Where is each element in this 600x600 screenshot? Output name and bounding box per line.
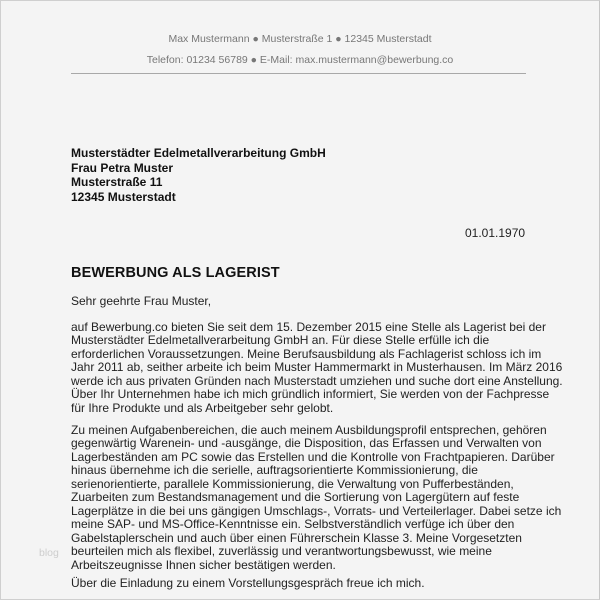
body-paragraph-1 xyxy=(71,320,563,415)
text-line: Jahr 2011 ab, seither arbeite ich beim Muster Hammermarkt in Musterhausen. Im März 2016 xyxy=(71,360,563,375)
text-line: Über Ihr Unternehmen habe ich mich gründlich informiert, Sie werden von der Fachpresse xyxy=(71,387,550,402)
sender-name-address: Max Mustermann ● Musterstraße 1 ● 12345 Musterstadt xyxy=(168,33,432,45)
letter-date: 01.01.1970 xyxy=(465,226,526,240)
salutation: Sehr geehrte Frau Muster, xyxy=(71,294,212,308)
recipient-city: 12345 Musterstadt xyxy=(71,189,176,204)
sender-contact: Telefon: 01234 56789 ● E-Mail: max.mustermann@bewerbung.co xyxy=(146,54,454,66)
text-line: hinaus übernehme ich die serielle, auftragsorientierte Kommissionierung, die xyxy=(71,463,478,478)
text-line: Musterstädter Edelmetallverarbeitung GmbH an. Für diese Stelle erfülle ich die xyxy=(71,333,490,348)
text-line: gegenwärtig Warenein- und -ausgänge, die Disposition, das Erfassen und Verwalten von xyxy=(71,436,542,451)
body-paragraph-3 xyxy=(71,577,541,590)
text-line: erforderlichen Voraussetzungen. Meine Berufsausbildung als Fachlagerist schloss ich im xyxy=(71,346,542,361)
recipient-address xyxy=(71,146,326,204)
text-line: beurteilen mich als flexibel, zuverlässig und verantwortungsbewusst, wie meine xyxy=(71,544,492,559)
recipient-contact: Frau Petra Muster xyxy=(71,160,174,175)
text-line: serienorientierte, parallele Kommissionierung, die Verwaltung von Pufferbeständen, xyxy=(71,476,514,491)
text-line: werde ich aus privaten Gründen nach Musterstadt umziehen und suche dort eine Anstellung. xyxy=(71,373,563,388)
recipient-company: Musterstädter Edelmetallverarbeitung GmbH xyxy=(71,146,326,160)
text-line: Lagerbeständen am PC sowie das Erstellen und die Kontrolle von Frachtpapieren. Darüber xyxy=(71,449,555,464)
text-line: für Ihre Produkte und als Arbeitgeber sehr gelobt. xyxy=(71,400,334,415)
text-line: Über die Einladung zu einem Vorstellungsgespräch freue ich mich. xyxy=(71,576,425,590)
header-divider xyxy=(71,73,526,74)
body-paragraph-2 xyxy=(71,423,562,572)
text-line: Arbeitszeugnisse Ihnen sicher bestätigen werden. xyxy=(71,557,336,572)
recipient-street: Musterstraße 11 xyxy=(71,175,163,190)
text-line: auf Bewerbung.co bieten Sie seit dem 15. Dezember 2015 eine Stelle als Lagerist bei der xyxy=(71,320,546,334)
text-line: Zuarbeiten zum Bestandsmanagement und die Sortierung von Lagergütern auf feste xyxy=(71,490,520,505)
text-line: Gabelstaplerschein und auch über einen Führerschein Klasse 3. Meine Vorgesetzten xyxy=(71,530,522,545)
text-line: Lagerplätze in die bei uns gängigen Umschlags-, Vorrats- und Verteilerlager. Dabei setze ich xyxy=(71,503,562,518)
text-line: meine SAP- und MS-Office-Kenntnisse ein. Selbstverständlich verfüge ich über den xyxy=(71,517,515,532)
text-line: Zu meinen Aufgabenbereichen, die auch meinem Ausbildungsprofil entsprechen, gehören xyxy=(71,423,547,437)
watermark: blog xyxy=(39,547,59,559)
letter-subject: BEWERBUNG ALS LAGERIST xyxy=(71,265,280,281)
